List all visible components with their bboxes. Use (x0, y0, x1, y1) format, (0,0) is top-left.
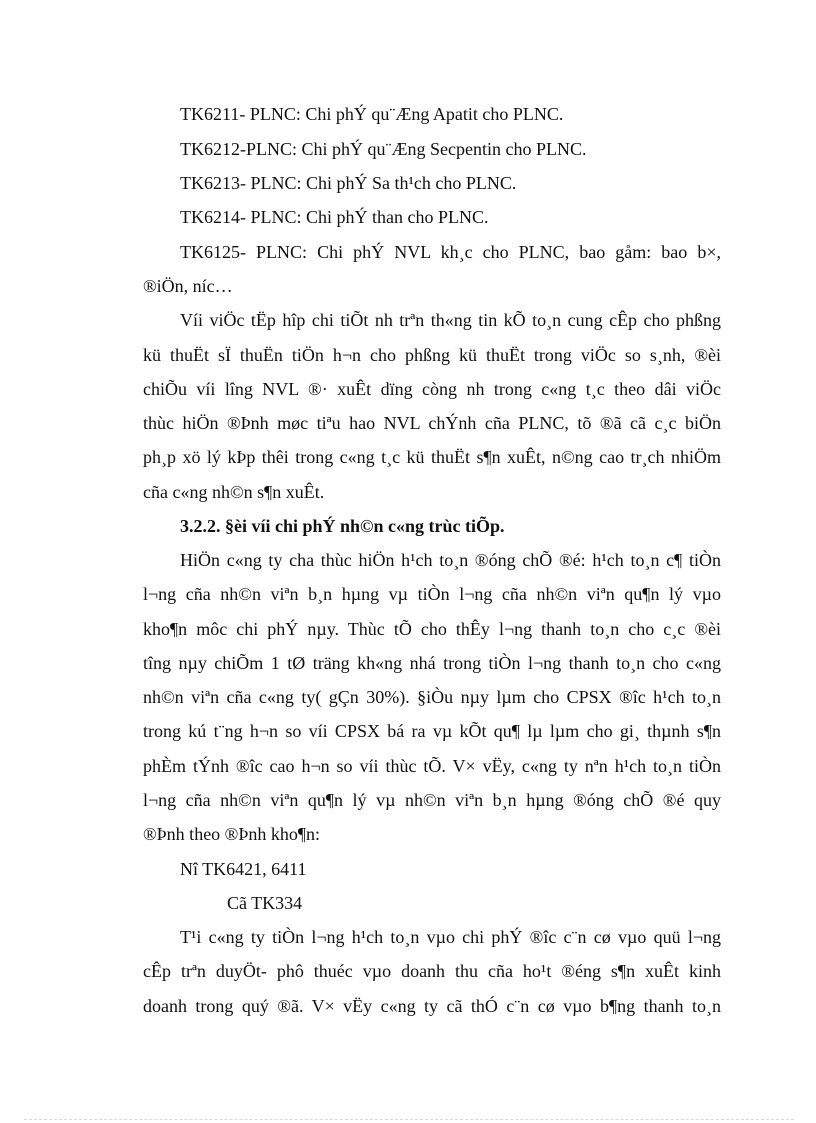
paragraph-line: l¬ng cña nh©n viªn b¸n hµng vµ tiÒn l¬ng cña nh©n viªn qu¶n lý vµo (143, 584, 721, 604)
paragraph-line: Víi viÖc tËp hîp chi tiÕt nh trªn th«ng tin kÕ to¸n cung cÊp cho phßng (180, 310, 721, 330)
paragraph-line: chiÕu víi lîng NVL ®· xuÊt dïng còng nh trong c«ng t¸c theo dâi viÖc (143, 379, 721, 399)
journal-entry-debit: Nî TK6421, 6411 (180, 859, 307, 879)
paragraph-line: doanh trong quý ®ã. V× vËy c«ng ty cã thÓ c¨n cø vµo b¶ng thanh to¸n (143, 996, 721, 1016)
section-heading: 3.2.2. §èi víi chi phÝ nh©n c«ng trùc tiÕp. (180, 516, 505, 536)
paragraph-line: kho¶n môc chi phÝ nµy. Thùc tÕ cho thÊy l¬ng thanh to¸n cho c¸c ®èi (143, 619, 721, 639)
journal-entry-credit: Cã TK334 (227, 893, 303, 913)
paragraph-line: l¬ng cña nh©n viªn qu¶n lý vµ nh©n viªn b¸n hµng ®óng chÕ ®é quy (143, 790, 721, 810)
paragraph-line: cÊp trªn duyÖt- phô thuéc vµo doanh thu cña ho¹t ®éng s¶n xuÊt kinh (143, 961, 721, 981)
paragraph-line: kü thuËt sÏ thuËn tiÖn h¬n cho phßng kü thuËt trong viÖc so s¸nh, ®èi (143, 345, 721, 365)
paragraph-line: trong kú t¨ng h¬n so víi CPSX bá ra vµ kÕt qu¶ lµ lµm cho gi¸ thµnh s¶n (143, 721, 721, 741)
text-line-tk6125: TK6125- PLNC: Chi phÝ NVL kh¸c cho PLNC, bao gåm: bao b×, (180, 242, 721, 262)
paragraph-line: tîng nµy chiÕm 1 tØ träng kh«ng nhá trong tiÒn l¬ng thanh to¸n cho c«ng (143, 653, 721, 673)
paragraph-line: ®Þnh theo ®Þnh kho¶n: (143, 824, 321, 844)
page-bottom-rule (24, 1119, 794, 1120)
paragraph-line: HiÖn c«ng ty cha thùc hiÖn h¹ch to¸n ®óng chÕ ®é: h¹ch to¸n c¶ tiÒn (180, 550, 721, 570)
paragraph-line: thùc hiÖn ®Þnh møc tiªu hao NVL chÝnh cña PLNC, tõ ®ã cã c¸c biÖn (143, 413, 721, 433)
paragraph-line: T¹i c«ng ty tiÒn l¬ng h¹ch to¸n vµo chi phÝ ®îc c¨n cø vµo quü l¬ng (180, 927, 721, 947)
text-line-tk6214: TK6214- PLNC: Chi phÝ than cho PLNC. (180, 207, 489, 227)
paragraph-line: ph¸p xö lý kÞp thêi trong c«ng t¸c kü thuËt s¶n xuÊt, n©ng cao tr¸ch nhiÖm (143, 447, 721, 467)
text-line-tk6212: TK6212-PLNC: Chi phÝ qu¨Æng Secpentin cho PLNC. (180, 139, 587, 159)
text-line-tk6213: TK6213- PLNC: Chi phÝ Sa th¹ch cho PLNC. (180, 173, 517, 193)
text-line-tk6211: TK6211- PLNC: Chi phÝ qu¨Æng Apatit cho PLNC. (180, 104, 564, 124)
paragraph-line: cña c«ng nh©n s¶n xuÊt. (143, 482, 325, 502)
paragraph-line: nh©n viªn cña c«ng ty( gÇn 30%). §iÒu nµy lµm cho CPSX ®îc h¹ch to¸n (143, 687, 721, 707)
text-line-tk6125-cont: ®iÖn, níc… (143, 276, 233, 296)
paragraph-line: phÈm tÝnh ®îc cao h¬n so víi thùc tÕ. V× vËy, c«ng ty nªn h¹ch to¸n tiÒn (143, 756, 721, 776)
